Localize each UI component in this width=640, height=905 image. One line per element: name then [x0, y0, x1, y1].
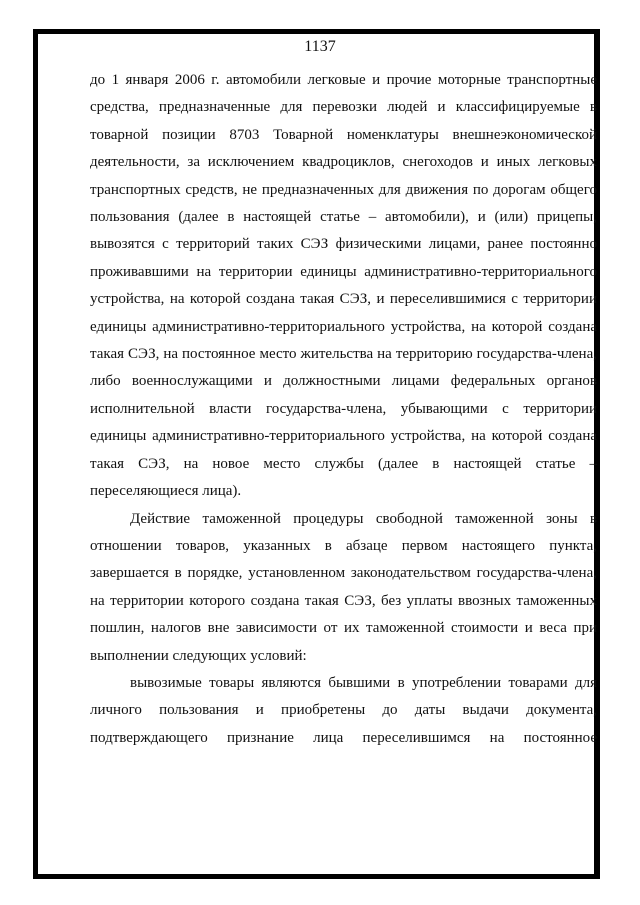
paragraph-procedure: Действие таможенной процедуры свободной таможенной зоны в отношении товаров, указанных в абзаце первом настоящего пункта, завершается в порядке, установленном законодательством государства-члена, на территории которого создана такая СЭЗ, без уплаты ввозных таможенных пошлин, налогов вне зависимости от их таможенной стоимости и веса при выполнении следующих условий: — [90, 510, 597, 664]
paragraph-continuation: до 1 января 2006 г. автомобили легковые и прочие моторные транспортные средства, предназначенные для перевозки людей и классифицируемые в товарной позиции 8703 Товарной номенклатуры внешнеэкономической деятельности, за исключением квадроциклов, снегоходов и иных легковых транспортных средств, не предназначенных для движения по дорогам общего пользования (далее в настоящей статье – автомобили), и (или) прицепы, вывозятся с территорий таких СЭЗ физическими лицами, ранее постоянно проживавшими на территории единицы административно-территориального устройства, на которой создана такая СЭЗ, и переселившимися с территории единицы административно-территориального устройства, на которой создана такая СЭЗ, на постоянное место жительства на территорию государства-члена, либо военнослужащими и должностными лицами федеральных органов исполнительной власти государства-члена, убывающими с территории единицы административно-территориального устройства, на которой создана такая СЭЗ, на новое место службы (далее в настоящей статье – переселяющиеся лица). — [90, 72, 597, 500]
paragraph-conditions: вывозимые товары являются бывшими в употреблении товарами для личного пользования и приобретены до даты выдачи документа, подтверждающего признание лица переселившимся на постоянное — [90, 674, 597, 746]
page-number: 1137 — [304, 38, 336, 55]
document-body — [90, 67, 597, 752]
